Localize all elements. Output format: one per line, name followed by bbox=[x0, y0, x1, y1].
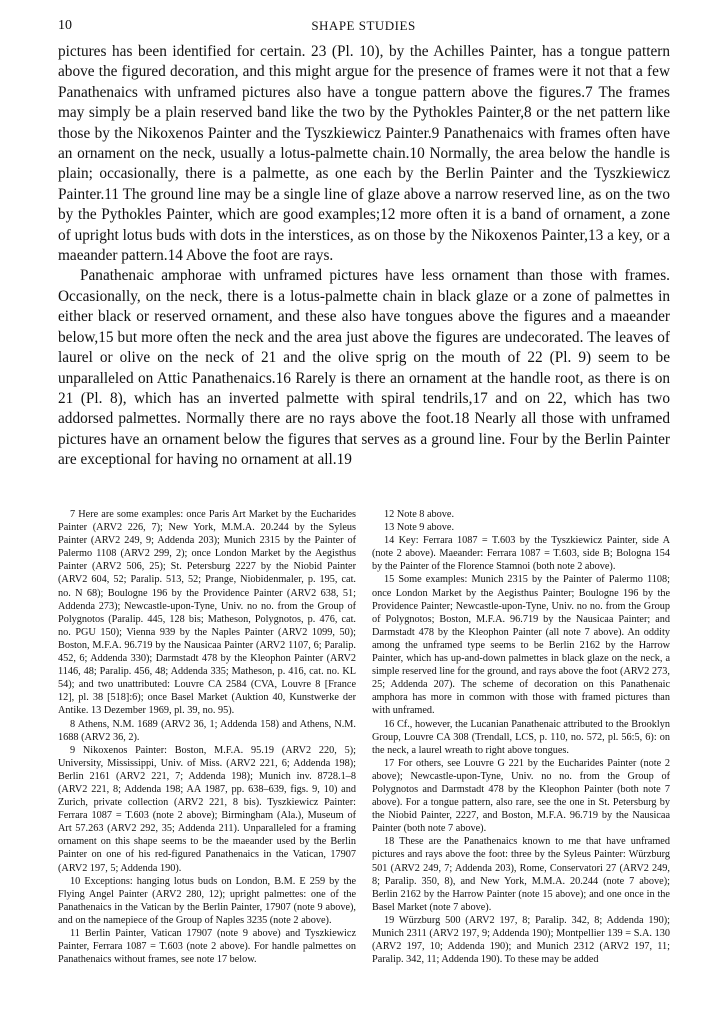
footnote: 10 Exceptions: hanging lotus buds on London, B.M. E 259 by the Flying Angel Painter (ARV2 280, 12); upright palmettes: one of the Panathenaics in the Vatican by the Berlin Painter, 17907 (note 9 above), and on the namepiece of the Group of Naples 3235 (note 2 above). bbox=[58, 875, 356, 926]
footnote: 12 Note 8 above. bbox=[384, 509, 455, 520]
main-text bbox=[58, 42, 670, 471]
footnote: 11 Berlin Painter, Vatican 17907 (note 9 above) and Tyszkiewicz Painter, Ferrara 1087 = T.603 (note 2 above). For handle palmettes on Panathenaics without frames, see note 17 below. bbox=[58, 928, 356, 966]
footnote: 7 Here are some examples: once Paris Art Market by the Eucharides Painter (ARV2 226, 7); New York, M.M.A. 20.244 by the Syleus Painter (ARV2 249, 9; Addenda 203); Munich 2315 by the Painter of Palermo 1108 (ARV2 299, 2); once London Market by the Aegisthus Painter (ARV2 506, 25); St. Petersburg 2227 by the Niobid Painter (ARV2 604, 52; Paralip. 513, 52; Prange, Niobidenmaler, p. 195, cat. no. N 68); Boulogne 196 by the Providence Painter (ARV2 638, 51; Addenda 273); Newcastle-upon-Tyne, Univ. no no. from the Group of Polygnotos (Paralip. 445, 128 bis; Matheson, Polygnotos, p. 476, cat. no. PGU 150); Vienna 939 by the Naples Painter (ARV2 1099, 50); Boston, M.F.A. 96.719 by the Nausicaa Painter (ARV2 1107, 6; Paralip. 452, 6; Addenda 330); Darmstadt 478 by the Kleophon Painter (ARV2 1146, 48; Paralip. 456, 48; Addenda 335; Matheson, p. 416, cat. no. KL 54); and two unattributed: Louvre CA 2584 (CVA, Louvre 8 [France 12], pl. 38 [518]:6); once Basel Market (Auktion 40, Kunstwerke der Antike. 13 Dezember 1969, pl. 39, no. 95). bbox=[58, 509, 356, 717]
page-number: 10 bbox=[58, 18, 72, 33]
footnote: 15 Some examples: Munich 2315 by the Painter of Palermo 1108; once London Market by the Aegisthus Painter; Boulogne 196 by the Providence Painter; Newcastle-upon-Tyne, Univ. no no. from the Group of Polygnotos; Boston, M.F.A. 96.719 by the Nausicaa Painter; and Darmstadt 478 by the Kleophon Painter (all note 7 above). An oddity among the unframed type seems to be Berlin 2162 by the Harrow Painter, which has up-and-down palmettes in black glaze on the neck, a simple reserved line for the ground, and rays above the foot (ARV2 273, 25; Addenda 207). The scheme of decoration on this Panathenaic amphora has more in common with those with framed pictures than with unframed. bbox=[372, 574, 670, 717]
footnote: 9 Nikoxenos Painter: Boston, M.F.A. 95.19 (ARV2 220, 5); University, Mississippi, Univ. of Miss. (ARV2 221, 6; Addenda 198); Berlin 2161 (ARV2 221, 7; Addenda 198); Munich inv. 8728.1–8 (ARV2 221, 8; Addenda 198; AA 1987, pp. 638–639, figs. 9, 10) and Zurich, private collection (ARV2 221, 8 bis). Tyszkiewicz Painter: Ferrara 1087 = T.603 (note 2 above); Birmingham (Ala.), Museum of Art 57.263 (ARV2 292, 35; Addenda 211). Unparalleled for a framing ornament on this shape seems to be the maeander used by the Berlin Painter on one of his red-figured Panathenaics in the Vatican, 17907 (ARV2 197, 5; Addenda 190). bbox=[58, 744, 356, 874]
footnote: 19 Würzburg 500 (ARV2 197, 8; Paralip. 342, 8; Addenda 190); Munich 2311 (ARV2 197, 9; Addenda 190); Montpellier 139 = S.A. 130 (ARV2 197, 10; Addenda 190); and Munich 2312 (ARV2 197, 11; Paralip. 342, 11; Addenda 190). To these may be added bbox=[372, 914, 670, 966]
body-paragraph: Panathenaic amphorae with unframed pictures have less ornament than those with frames. Occasionally, on the neck, there is a lotus-palmette chain in black glaze or a zone of palmettes in either black or reserved ornament, and these also have tongues above the figures and a maeander below,15 but more often the neck and the area just above the figures are undecorated. The leaves of laurel or olive on the neck of 21 and the olive sprig on the mouth of 22 (Pl. 9) seem to be unparalleled on Attic Panathenaics.16 Rarely is there an ornament at the handle root, as there is on 21 (Pl. 8), which has an inverted palmette with spiral tendrils,17 and on 22, which has two addorsed palmettes. Normally there are no rays above the foot.18 Nearly all those with unframed pictures have an ornament below the figures that serves as a ground line. Four by the Berlin Painter are exceptional for having no ornament at all.19 bbox=[58, 267, 670, 469]
footnote: 13 Note 9 above. bbox=[384, 522, 455, 534]
footnotes bbox=[58, 508, 670, 966]
footnote: 14 Key: Ferrara 1087 = T.603 by the Tyszkiewicz Painter, side A (note 2 above). Maeander: Ferrara 1087 = T.603, side B; Bologna 154 by the Painter of the Florence Stamnoi (both note 2 above). bbox=[372, 535, 670, 573]
footnote: 17 For others, see Louvre G 221 by the Eucharides Painter (note 2 above); Newcastle-upon-Tyne, Univ. no no. from the Group of Polygnotos and Darmstadt 478 by the Kleophon Painter (both note 7 above). For a tongue pattern, also rare, see the one in St. Petersburg by the Niobid Painter, 2227, and Boston, M.F.A. 96.719 by the Nausicaa Painter (both note 7 above). bbox=[372, 757, 670, 835]
body-paragraph: pictures has been identified for certain. 23 (Pl. 10), by the Achilles Painter, has a tongue pattern above the figured decoration, and this might argue for the presence of frames were it not that a few Panathenaics with unframed pictures also have a tongue pattern above the figures.7 The frames may simply be a plain reserved band like the two by the Pythokles Painter,8 or the net pattern like those by the Nikoxenos Painter and the Tyszkiewicz Painter.9 Panathenaics with frames often have an ornament on the neck, usually a lotus-palmette chain.10 Normally, the area below the handle is plain; occasionally, there is a palmette, as one each by the Berlin Painter and the Tyszkiewicz Painter.11 The ground line may be a single line of glaze above a narrow reserved line, as on the two by the Pythokles Painter, which are good examples;12 more often it is a band of ornament, a zone of upright lotus buds with dots in the interstices, as on those by the Nikoxenos Painter,13 a key, or a maeander pattern.14 Above the foot are rays. bbox=[58, 43, 670, 265]
running-title: SHAPE STUDIES bbox=[311, 18, 416, 33]
footnote: 18 These are the Panathenaics known to me that have unframed pictures and rays above the foot: three by the Syleus Painter: Würzburg 501 (ARV2 249, 7; Addenda 203), Rome, Conservatori 27 (ARV2 249, 8; Paralip. 350, 8), and New York, M.M.A. 20.244 (note 7 above); Berlin 2162 by the Harrow Painter (note 15 above); and one once in the Basel Market (note 7 above). bbox=[372, 836, 670, 913]
page-header bbox=[58, 18, 669, 38]
footnote: 8 Athens, N.M. 1689 (ARV2 36, 1; Addenda 158) and Athens, N.M. 1688 (ARV2 36, 2). bbox=[58, 718, 356, 743]
footnote: 16 Cf., however, the Lucanian Panathenaic attributed to the Brooklyn Group, Louvre CA 308 (Trendall, LCS, p. 110, no. 572, pl. 56:5, 6): on the neck, a laurel wreath to right above tongues. bbox=[372, 718, 670, 756]
